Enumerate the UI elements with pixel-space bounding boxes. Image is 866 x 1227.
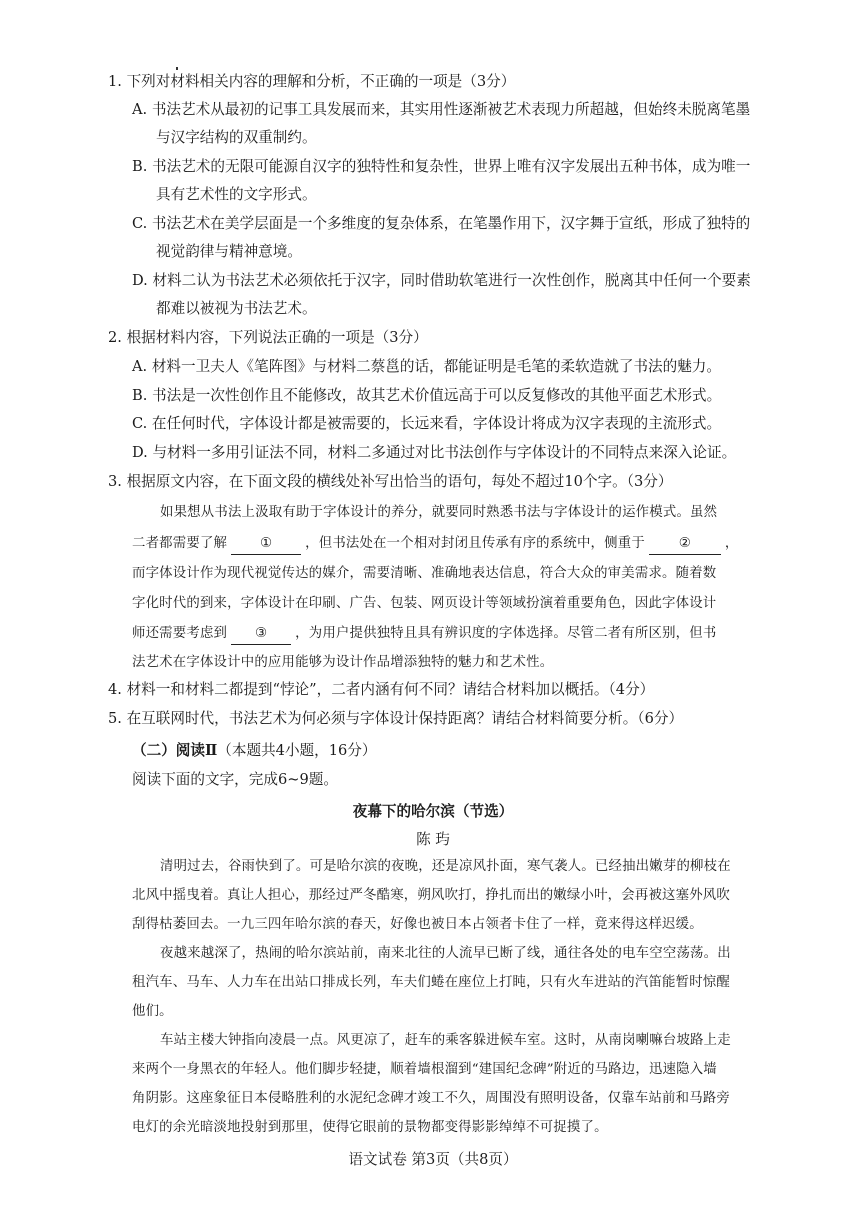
section-title: （二）阅读Ⅱ: [132, 742, 218, 759]
q3-passage-line1: 如果想从书法上汲取有助于字体设计的养分，就要同时熟悉书法与字体设计的运作模式。虽然: [160, 505, 718, 520]
q5-stem: 5. 在互联网时代，书法艺术为何必须与字体设计保持距离？请结合材料简要分析。（6分）: [108, 710, 684, 727]
article-line: 来两个一身黑衣的年轻人。他们脚步轻捷，顺着墙根溜到“建国纪念碑”附近的马路边，迅速隐入墙: [132, 1062, 717, 1077]
article-author: 陈 玙: [416, 831, 450, 848]
q1-option-a-line1: A. 书法艺术从最初的记事工具发展而来，其实用性逐渐被艺术表现力所超越，但始终未脱离笔墨: [132, 101, 751, 118]
q1-option-d-line2: 都难以被视为书法艺术。: [156, 300, 317, 317]
q3-passage-line6: 法艺术在字体设计中的应用能够为设计作品增添独特的魅力和艺术性。: [132, 655, 554, 670]
q2-stem: 2. 根据材料内容，下列说法正确的一项是（3分）: [108, 329, 428, 346]
article-line: 租汽车、马车、人力车在出站口排成长列，车夫们蜷在座位上打盹，只有火车进站的汽笛能暂时惊醒: [132, 975, 730, 990]
q3-blank-1: ①: [231, 534, 301, 555]
article-line: 电灯的余光暗淡地投射到那里，使得它眼前的景物都变得影影绰绰不可捉摸了。: [132, 1120, 608, 1135]
q2-option-b: B. 书法是一次性创作且不能修改，故其艺术价值远高于可以反复修改的其他平面艺术形式。: [132, 387, 722, 404]
scan-speck: [176, 67, 178, 70]
q3-passage-text: ，: [724, 536, 739, 551]
q3-passage-line4: 字化时代的到来，字体设计在印刷、广告、包装、网页设计等领域扮演着重要角色，因此字体设计: [132, 596, 717, 611]
section-heading: [132, 741, 376, 761]
section-note: （本题共4小题，16分）: [217, 742, 377, 759]
q2-option-c: C. 在任何时代，字体设计都是被需要的，长远来看，字体设计将成为汉字表现的主流形式。: [132, 415, 722, 432]
q3-passage-line2: [132, 534, 739, 555]
article-line: 北风中摇曳着。真让人担心，那经过严冬酷寒，朔风吹打，挣扎而出的嫩绿小叶，会再被这塞外风吹: [132, 888, 730, 903]
q3-blank-3: ③: [231, 624, 291, 645]
q1-stem: 1. 下列对材料相关内容的理解和分析，不正确的一项是（3分）: [108, 73, 516, 90]
article-line: 角阴影。这座象征日本侵略胜利的水泥纪念碑才竣工不久，周围没有照明设备，仅靠车站前和马路旁: [132, 1091, 730, 1106]
q1-option-c-line1: C. 书法艺术在美学层面是一个多维度的复杂体系，在笔墨作用下，汉字舞于宣纸，形成了独特的: [132, 215, 751, 232]
q3-passage-line5: [132, 624, 716, 645]
article-line: 他们。: [132, 1004, 173, 1019]
page-footer: 语文试卷 第3页（共8页）: [348, 1151, 518, 1168]
q1-option-a-line2: 与汉字结构的双重制约。: [156, 129, 317, 146]
section-instruction: 阅读下面的文字，完成6~9题。: [132, 771, 338, 788]
q3-blank-2: ②: [649, 534, 721, 555]
article-line: 车站主楼大钟指向凌晨一点。风更凉了，赶车的乘客躲进候车室。这时，从南岗喇嘛台坡路上走: [160, 1033, 731, 1048]
q3-passage-text: 师还需要考虑到: [132, 626, 228, 641]
article-line: 夜越来越深了，热闹的哈尔滨站前，南来北往的人流早已断了线，通往各处的电车空空荡荡。出: [160, 946, 731, 961]
q3-passage-text: ，但书法处在一个相对封闭且传承有序的系统中，侧重于: [305, 536, 645, 551]
q2-option-a: A. 材料一卫夫人《笔阵图》与材料二蔡邕的话，都能证明是毛笔的柔软造就了书法的魅力。: [132, 358, 721, 375]
q3-passage-line3: 而字体设计作为现代视觉传达的媒介，需要清晰、准确地表达信息，符合大众的审美需求。随着数: [132, 566, 717, 581]
article-line: 清明过去，谷雨快到了。可是哈尔滨的夜晚，还是凉风扑面，寒气袭人。已经抽出嫩芽的柳枝在: [160, 859, 731, 874]
q3-passage-text: 二者都需要了解: [132, 536, 228, 551]
q3-stem: 3. 根据原文内容，在下面文段的横线处补写出恰当的语句，每处不超过10个字。（3分）: [108, 473, 673, 490]
q1-option-b-line1: B. 书法艺术的无限可能源自汉字的独特性和复杂性，世界上唯有汉字发展出五种书体，成为唯一: [132, 158, 751, 175]
q1-option-c-line2: 视觉韵律与精神意境。: [156, 243, 302, 260]
q2-option-d: D. 与材料一多用引证法不同，材料二多通过对比书法创作与字体设计的不同特点来深入论证。: [132, 444, 737, 461]
q1-option-d-line1: D. 材料二认为书法艺术必须依托于汉字，同时借助软笔进行一次性创作，脱离其中任何一个要素: [132, 272, 751, 289]
q4-stem: 4. 材料一和材料二都提到“悖论”，二者内涵有何不同？请结合材料加以概括。（4分）: [108, 681, 655, 698]
article-line: 刮得枯萎回去。一九三四年哈尔滨的春天，好像也被日本占领者卡住了一样，竟来得这样迟缓。: [132, 917, 703, 932]
article-title: 夜幕下的哈尔滨（节选）: [352, 803, 514, 820]
q1-option-b-line2: 具有艺术性的文字形式。: [156, 186, 317, 203]
q3-passage-text: ，为用户提供独特且具有辨识度的字体选择。尽管二者有所区别，但书: [295, 626, 717, 641]
